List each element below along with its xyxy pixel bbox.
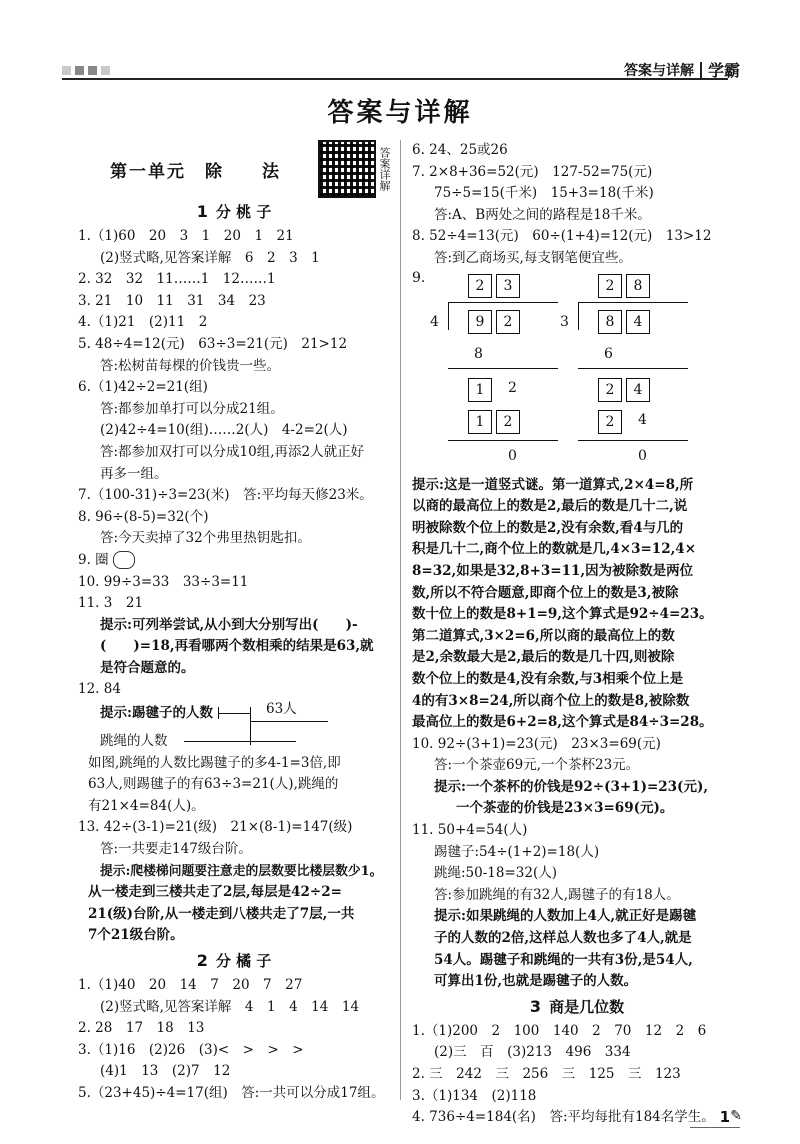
answer-line: 答:一共要走147级台阶。 <box>100 841 252 858</box>
diagram-label-63: 63人 <box>266 701 297 718</box>
divisor: 3 <box>560 313 569 330</box>
remainder-digit: 2 <box>508 379 517 396</box>
hint-line: 8=32,如果是32,8+3=11,因为被除数是两位 <box>412 562 694 579</box>
qr-label: 答案详解 <box>378 147 391 191</box>
hint-line: 提示:爬楼梯问题要注意走的层数要比楼层数少1。 <box>100 863 383 879</box>
answer-line: 有21×4=84(人)。 <box>88 797 205 814</box>
answer-line: 跳绳:50-18=32(人) <box>434 865 557 882</box>
division-bracket <box>448 302 449 330</box>
answer-line: 如图,跳绳的人数比踢毽子的多4-1=3倍,即 <box>88 754 341 771</box>
remainder-box: 4 <box>626 378 650 402</box>
quotient-box: 3 <box>496 274 520 298</box>
remainder-box: 2 <box>598 378 622 402</box>
answer-line: 8. 52÷4=13(元) 60÷(1+4)=12(元) 13>12 <box>412 228 712 245</box>
hint-line: 从一楼走到三楼共走了2层,每层是42÷2= <box>88 884 342 901</box>
answer-line: 3.（1)16 (2)26 (3)< > > > <box>78 1041 304 1058</box>
quotient-box: 8 <box>626 274 650 298</box>
answer-line: (2)三 百 (3)213 496 334 <box>434 1044 631 1061</box>
hint-line: 最高位上的数是6+2=8,这个算式是84÷3=28。 <box>412 714 713 731</box>
right-column <box>412 140 742 1129</box>
hint-line: 数个位上的数是4,没有余数,与3相乘个位上是 <box>412 670 684 687</box>
answer-line: 答:到乙商场买,每支钢笔便宜些。 <box>434 249 632 266</box>
hint-label: 提示:踢毽子的人数 <box>100 705 213 722</box>
quotient-box: 2 <box>468 274 492 298</box>
answer-line: 12. 84 <box>78 681 121 698</box>
answer-line: 7.（100-31)÷3=23(米) 答:平均每天修23米。 <box>78 487 373 504</box>
page-title: 答案与详解 <box>327 98 473 128</box>
diagram-brace <box>250 721 328 722</box>
answer-line: 踢毽子:54÷(1+2)=18(人) <box>434 843 600 860</box>
footer-rule <box>690 1127 740 1128</box>
dividend-box: 9 <box>468 310 492 334</box>
hint-line: 是符合题意的。 <box>100 659 195 676</box>
hint-line: 提示:可列举尝试,从小到大分别写出( )- <box>100 616 358 633</box>
diagram-label-tiaosheng: 跳绳的人数 <box>100 733 168 750</box>
brand-logo: 学霸 <box>707 61 740 80</box>
answer-line: 答:都参加双打可以分成10组,再添2人就正好 <box>100 443 365 460</box>
answer-line: (4)1 13 (2)7 12 <box>100 1063 231 1080</box>
division-puzzles <box>412 270 742 475</box>
answer-line: (2)竖式略,见答案详解 4 1 4 14 14 <box>100 998 360 1015</box>
answer-line: 2. 32 32 11……1 12……1 <box>78 271 276 288</box>
unit-header <box>78 140 390 198</box>
answer-line: (2)竖式略,见答案详解 6 2 3 1 <box>100 249 320 266</box>
answer-line: 10. 92÷(3+1)=23(元) 23×3=69(元) <box>412 735 661 752</box>
hint-line: 数十位上的数是8+1=9,这个算式是92÷4=23。 <box>412 606 713 623</box>
hint-line: ( )=18,再看哪两个数相乘的结果是63,就 <box>100 638 374 655</box>
answer-line: 6. 24、25或26 <box>412 142 508 158</box>
answer-line: 5. 48÷4=12(元) 63÷3=21(元) 21>12 <box>78 335 348 352</box>
diagram-bar-jianzi <box>218 713 250 714</box>
subtract-box: 2 <box>598 410 622 434</box>
answer-line: 7. 2×8+36=52(元) 127-52=75(元) <box>412 163 653 180</box>
hint-line: 数,所以不符合题意,即商个位上的数是3,被除 <box>412 584 679 601</box>
header-decoration <box>62 66 110 75</box>
answer-line: 75÷5=15(千米) 15+3=18(千米) <box>434 185 654 202</box>
hint-line: 子的人数的2倍,这样总人数也多了4人,就是 <box>434 930 692 947</box>
section-heading-2: 2 分 橘 子 <box>196 951 272 970</box>
unit-title: 第一单元 除 法 <box>110 161 281 182</box>
hint-line: 以商的最高位上的数是2,最后的数是几十二,说 <box>412 498 688 515</box>
hint-line: 是2,余数最大是2,最后的数是几十四,则被除 <box>412 649 675 666</box>
partial-product: 6 <box>604 345 613 362</box>
hint-line: 提示:这是一道竖式谜。第一道算式,2×4=8,所 <box>412 476 694 493</box>
answer-line: 答:松树苗每棵的价钱贵一些。 <box>100 357 281 374</box>
hint-line: 54人。踢毽子和跳绳的一共有3份,是54人, <box>434 951 693 968</box>
answer-line: 8. 96÷(8-5)=32(个) <box>78 508 209 525</box>
divisor: 4 <box>430 313 439 330</box>
answer-line: (2)42÷4=10(组)……2(人) 4-2=2(人) <box>100 422 348 439</box>
quotient-box: 2 <box>598 274 622 298</box>
hint-line: 4的有3×8=24,所以商个位上的数是8,被除数 <box>412 692 690 709</box>
section-heading-3: 3 商是几位数 <box>529 996 625 1016</box>
final-remainder: 0 <box>508 447 517 464</box>
remainder-box: 1 <box>468 378 492 402</box>
dividend-box: 2 <box>496 310 520 334</box>
answer-line: 再多一组。 <box>100 465 168 482</box>
division-bracket <box>578 302 579 330</box>
subtract-box: 2 <box>496 410 520 434</box>
division-line <box>448 440 558 441</box>
answer-line: 4.（1)21 (2)11 2 <box>78 314 208 331</box>
subtract-digit: 4 <box>638 411 647 428</box>
answer-line: 3. 21 10 11 31 34 23 <box>78 292 266 309</box>
left-column <box>78 140 390 1105</box>
answer-line: 答:A、B两处之间的路程是18千米。 <box>434 206 651 223</box>
answer-line: 1.（1)40 20 14 7 20 7 27 <box>78 977 303 993</box>
hint-line: 第二道算式,3×2=6,所以商的最高位上的数 <box>412 627 675 644</box>
answer-line: 1.（1)200 2 100 140 2 70 12 2 6 <box>412 1022 707 1039</box>
answer-line: 2. 三 242 三 256 三 125 三 123 <box>412 1066 681 1082</box>
brand-separator <box>700 62 702 78</box>
hint-line: 7个21级台阶。 <box>88 927 184 944</box>
brand-text: 答案与详解 <box>623 62 694 79</box>
answer-line: 答:参加跳绳的有32人,踢毽子的有18人。 <box>434 886 680 903</box>
answer-line: 答:今天卖掉了32个弗里热钥匙扣。 <box>100 530 311 547</box>
division-bar <box>448 302 558 303</box>
pencil-icon: ✎ <box>730 1108 742 1124</box>
puppy-icon <box>113 551 135 569</box>
answer-line: 5.（23+45)÷4=17(组) 答:一共可以分成17组。 <box>78 1084 385 1101</box>
diagram-tick <box>218 707 219 719</box>
answer-line: 4. 736÷4=184(名) 答:平均每批有184名学生。 <box>412 1109 715 1126</box>
division-line <box>578 368 688 369</box>
partial-product: 8 <box>474 345 483 362</box>
answer-label: 9. <box>412 269 426 286</box>
division-bar <box>578 302 688 303</box>
answer-line: 9. 圈 <box>78 550 390 572</box>
division-line <box>578 440 688 441</box>
answer-line: 10. 99÷3=33 33÷3=11 <box>78 573 249 590</box>
answer-line: 11. 50+4=54(人) <box>412 822 528 839</box>
dividend-box: 4 <box>626 310 650 334</box>
dividend-box: 8 <box>598 310 622 334</box>
qr-code-icon[interactable] <box>318 140 376 198</box>
hint-line: 明被除数个位上的数是2,没有余数,看4与几的 <box>412 519 684 536</box>
final-remainder: 0 <box>638 447 647 464</box>
diagram-tick <box>250 707 251 745</box>
header-brand <box>624 58 740 81</box>
hint-line: 21(级)台阶,从一楼走到八楼共走了7层,一共 <box>88 905 355 922</box>
answer-line: 63人,则踢毽子的有63÷3=21(人),跳绳的 <box>88 776 339 793</box>
hint-line: 一个茶壶的价钱是23×3=69(元)。 <box>456 800 674 817</box>
hint-line: 提示:一个茶杯的价钱是92÷(3+1)=23(元), <box>434 778 709 795</box>
hint-line: 提示:如果跳绳的人数加上4人,就正好是踢毽 <box>434 908 697 925</box>
section-heading-1: 1 分 桃 子 <box>196 202 272 221</box>
division-line <box>448 368 558 369</box>
subtract-box: 1 <box>468 410 492 434</box>
answer-line: 2. 28 17 18 13 <box>78 1020 205 1037</box>
answer-line: 13. 42÷(3-1)=21(级) 21×(8-1)=147(级) <box>78 819 353 836</box>
answer-line: 答:一个茶壶69元,一个茶杯23元。 <box>434 757 640 774</box>
hint-line: 积是几十二,商个位上的数就是几,4×3=12,4× <box>412 541 697 558</box>
answer-line: 6.（1)42÷2=21(组) <box>78 379 208 396</box>
hint-line: 可算出1份,也就是踢毽子的人数。 <box>434 973 638 990</box>
qr-block <box>318 140 390 198</box>
column-divider <box>400 140 401 1100</box>
answer-line: 11. 3 21 <box>78 595 144 612</box>
answer-line: 3.（1)134 (2)118 <box>412 1087 537 1104</box>
line-diagram <box>78 701 390 745</box>
page-number: 1 <box>719 1108 730 1126</box>
answer-line: 1.（1)60 20 3 1 20 1 21 <box>78 228 294 244</box>
answer-line: 答:都参加单打可以分成21组。 <box>100 400 284 417</box>
